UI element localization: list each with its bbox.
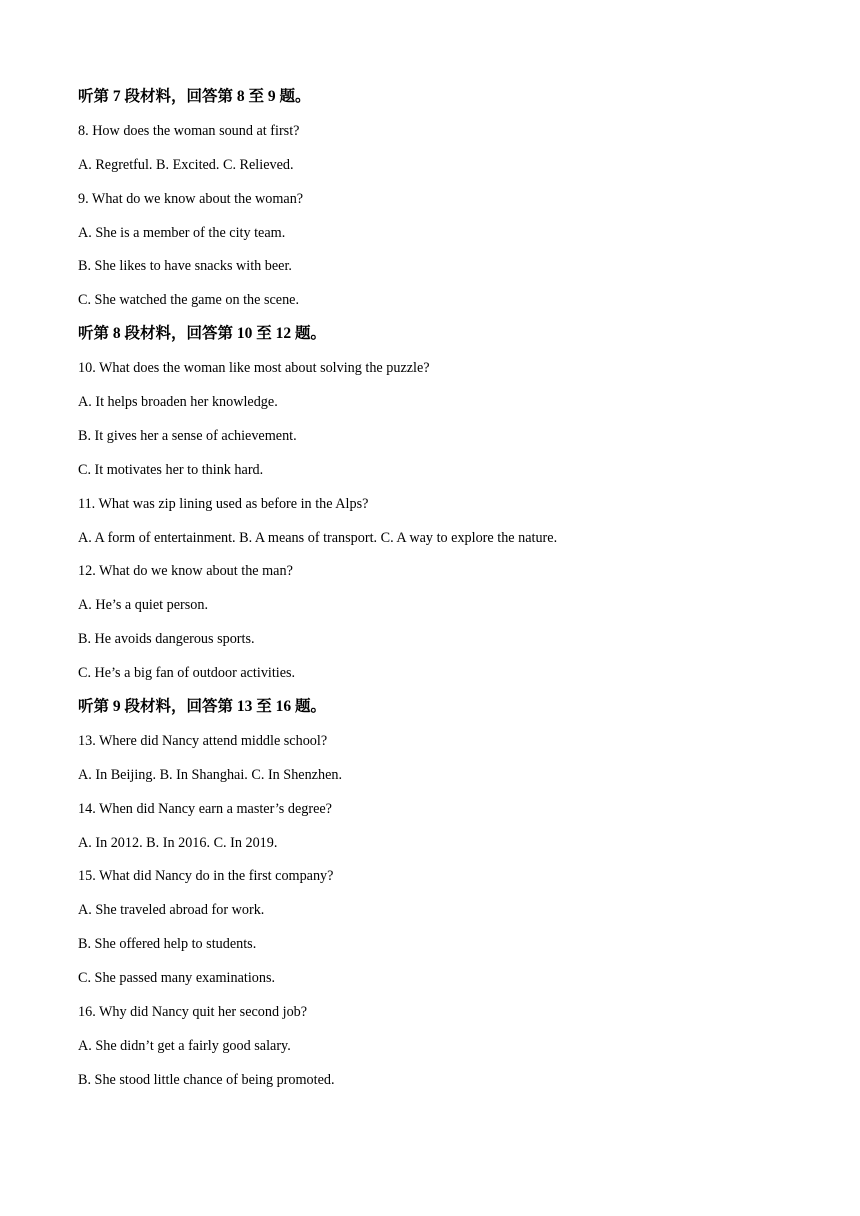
question-11: 11. What was zip lining used as before in the Alps? [78,495,369,512]
option-9c: C. She watched the game on the scene. [78,292,300,309]
option-15b: B. She offered help to students. [78,936,257,953]
option-12c: C. He’s a big fan of outdoor activities. [78,665,296,682]
section-heading-7: 听第 7 段材料，回答第 8 至 9 题。 [78,88,311,105]
option-9b: B. She likes to have snacks with beer. [78,258,292,275]
options-13: A. In Beijing. B. In Shanghai. C. In Shenzhen. [78,766,343,783]
option-10a: A. It helps broaden her knowledge. [78,394,278,411]
question-12: 12. What do we know about the man? [78,563,293,580]
question-10: 10. What does the woman like most about solving the puzzle? [78,360,430,377]
section-heading-9: 听第 9 段材料，回答第 13 至 16 题。 [78,698,327,716]
option-9a: A. She is a member of the city team. [78,224,286,241]
option-16b: B. She stood little chance of being promoted. [78,1071,335,1088]
question-14: 14. When did Nancy earn a master’s degree? [78,800,332,817]
options-11: A. A form of entertainment. B. A means of transport. C. A way to explore the nature. [78,529,558,546]
question-9: 9. What do we know about the woman? [78,190,304,207]
option-10b: B. It gives her a sense of achievement. [78,427,297,444]
question-15: 15. What did Nancy do in the first company? [78,868,334,885]
option-12a: A. He’s a quiet person. [78,597,209,614]
document-page [78,86,818,1103]
question-16: 16. Why did Nancy quit her second job? [78,1004,308,1021]
option-16a: A. She didn’t get a fairly good salary. [78,1037,291,1054]
option-10c: C. It motivates her to think hard. [78,461,264,478]
section-heading-8: 听第 8 段材料，回答第 10 至 12 题。 [78,325,327,343]
options-14: A. In 2012. B. In 2016. C. In 2019. [78,834,278,851]
options-8: A. Regretful. B. Excited. C. Relieved. [78,156,294,173]
question-8: 8. How does the woman sound at first? [78,122,300,139]
option-15c: C. She passed many examinations. [78,970,276,987]
question-13: 13. Where did Nancy attend middle school? [78,732,328,749]
option-15a: A. She traveled abroad for work. [78,902,265,919]
option-12b: B. He avoids dangerous sports. [78,631,255,648]
